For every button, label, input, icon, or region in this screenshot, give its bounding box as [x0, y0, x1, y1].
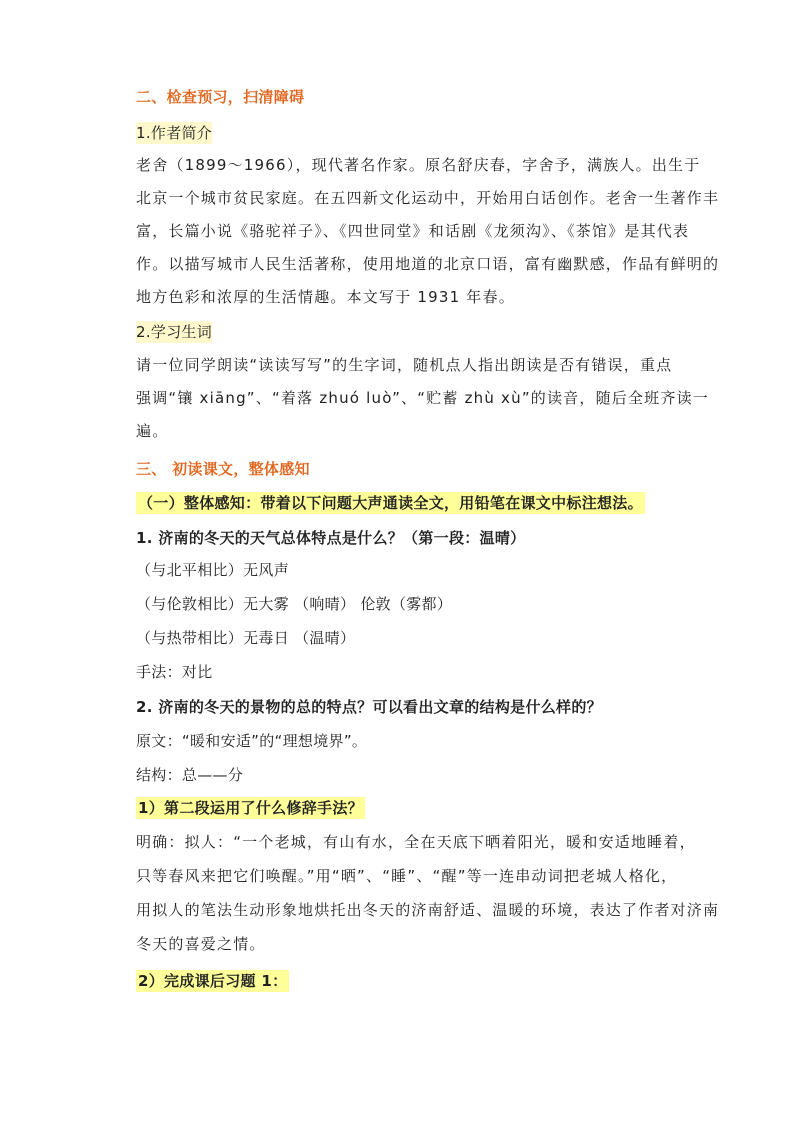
subheading-vocabulary: 2.学习生词 [136, 323, 213, 341]
comparison-line: （与伦敦相比）无大雾 （响晴） 伦敦（雾都） [136, 595, 453, 613]
section-heading-preview: 二、检查预习，扫清障碍 [136, 88, 305, 106]
answer-line: 明确：拟人：“一个老城，有山有水，全在天底下晒着阳光，暖和安适地睡着， [136, 833, 696, 851]
original-quote: 原文：“暖和安适”的“理想境界”。 [136, 732, 368, 750]
subheading-author-intro: 1.作者简介 [136, 124, 213, 142]
structure-line: 结构：总——分 [136, 766, 244, 784]
vocab-line: 请一位同学朗读“读读写写”的生字词，随机点人指出朗读是否有错误，重点 [136, 356, 673, 374]
answer-line: 只等春风来把它们唤醒。”用“晒”、“睡”、“醒”等一连串动词把老城人格化， [136, 867, 678, 885]
author-bio-line: 北京一个城市贫民家庭。在五四新文化运动中，开始用白话创作。老舍一生著作丰 [136, 189, 720, 207]
question-1: 1. 济南的冬天的天气总体特点是什么？（第一段：温晴） [136, 529, 526, 547]
author-bio-line: 地方色彩和浓厚的生活情趣。本文写于 1931 年春。 [136, 288, 515, 306]
vocab-line: 遍。 [136, 422, 169, 440]
question-2: 2. 济南的冬天的景物的总的特点？可以看出文章的结构是什么样的？ [136, 698, 602, 716]
prompt-exercise: 2）完成课后习题 1： [138, 972, 288, 990]
prompt-rhetoric: 1）第二段运用了什么修辞手法？ [138, 799, 363, 817]
vocab-line: 强调“镶 xiāng”、“着落 zhuó luò”、“贮蓄 zhù xù”的读音，随后全班齐读一 [136, 389, 709, 407]
author-bio-line: 作。以描写城市人民生活著称，使用地道的北京口语，富有幽默感，作品有鲜明的 [136, 255, 720, 273]
answer-line: 用拟人的笔法生动形象地烘托出冬天的济南舒适、温暖的环境，表达了作者对济南 [136, 901, 720, 919]
technique-contrast: 手法：对比 [136, 663, 213, 681]
section-heading-first-reading: 三、 初读课文，整体感知 [136, 460, 310, 478]
author-bio-line: 老舍（1899～1966），现代著名作家。原名舒庆春，字舍予，满族人。出生于 [136, 156, 701, 174]
comparison-line: （与北平相比）无风声 [136, 561, 290, 579]
answer-line: 冬天的喜爱之情。 [136, 935, 266, 953]
overall-perception-task: （一）整体感知：带着以下问题大声通读全文，用铅笔在课文中标注想法。 [138, 494, 643, 512]
comparison-line: （与热带相比）无毒日 （温晴） [136, 629, 356, 647]
author-bio-line: 富，长篇小说《骆驼祥子》、《四世同堂》和话剧《龙须沟》、《茶馆》是其代表 [136, 222, 690, 240]
